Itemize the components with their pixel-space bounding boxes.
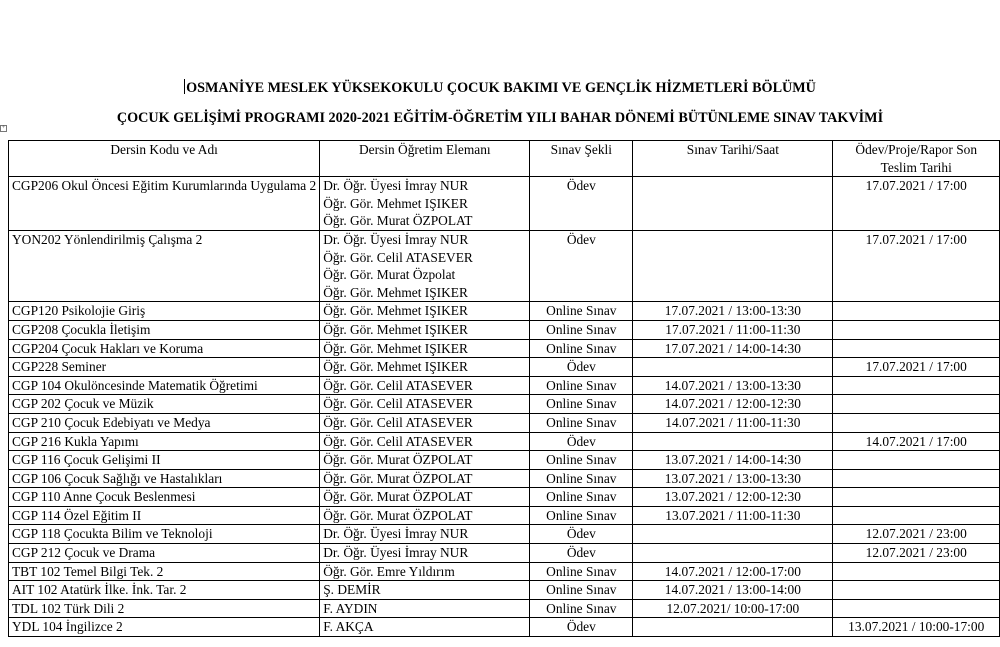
due-date-cell: 17.07.2021 / 17:00 xyxy=(833,358,1000,377)
exam-date-cell: 17.07.2021 / 11:00-11:30 xyxy=(633,320,833,339)
table-row xyxy=(9,451,1000,470)
exam-type-cell: Ödev xyxy=(530,544,633,563)
instructor-cell xyxy=(320,544,530,563)
exam-date-cell xyxy=(633,358,833,377)
course-cell: CGP 110 Anne Çocuk Beslenmesi xyxy=(9,488,320,507)
course-cell: CGP 104 Okulöncesinde Matematik Öğretimi xyxy=(9,376,320,395)
exam-date-cell xyxy=(633,432,833,451)
instructor-name: Dr. Öğr. Üyesi İmray NUR xyxy=(323,231,469,247)
instructor-cell xyxy=(320,562,530,581)
due-date-cell: 12.07.2021 / 23:00 xyxy=(833,525,1000,544)
course-cell: CGP 116 Çocuk Gelişimi II xyxy=(9,451,320,470)
due-date-cell xyxy=(833,413,1000,432)
due-date-cell xyxy=(833,581,1000,600)
course-cell: CGP 202 Çocuk ve Müzik xyxy=(9,395,320,414)
table-row xyxy=(9,320,1000,339)
exam-date-cell xyxy=(633,177,833,231)
course-cell: CGP208 Çocukla İletişim xyxy=(9,320,320,339)
table-row xyxy=(9,506,1000,525)
instructor-cell xyxy=(320,339,530,358)
exam-type-cell: Online Sınav xyxy=(530,376,633,395)
exam-date-cell: 17.07.2021 / 13:00-13:30 xyxy=(633,302,833,321)
instructor-name: Öğr. Gör. Celil ATASEVER xyxy=(323,433,473,449)
due-date-cell xyxy=(833,469,1000,488)
exam-type-cell: Online Sınav xyxy=(530,302,633,321)
exam-date-cell xyxy=(633,230,833,301)
instructor-cell xyxy=(320,376,530,395)
instructor-name: Öğr. Gör. Mehmet IŞIKER xyxy=(323,303,468,319)
instructor-name: Dr. Öğr. Üyesi İmray NUR xyxy=(323,178,469,194)
instructor-cell xyxy=(320,469,530,488)
instructor-cell xyxy=(320,525,530,544)
instructor-cell xyxy=(320,320,530,339)
exam-type-cell: Online Sınav xyxy=(530,451,633,470)
exam-type-cell: Online Sınav xyxy=(530,506,633,525)
table-move-handle-icon[interactable]: + xyxy=(1,125,6,131)
due-date-cell: 17.07.2021 / 17:00 xyxy=(833,230,1000,301)
header-exam-type: Sınav Şekli xyxy=(530,141,633,177)
instructor-name: Öğr. Gör. Mehmet IŞIKER xyxy=(323,321,468,337)
header-instructor: Dersin Öğretim Elemanı xyxy=(320,141,530,177)
table-row xyxy=(9,177,1000,231)
table-row xyxy=(9,525,1000,544)
exam-date-cell: 17.07.2021 / 14:00-14:30 xyxy=(633,339,833,358)
instructor-name: Öğr. Gör. Celil ATASEVER xyxy=(323,414,473,430)
table-row xyxy=(9,469,1000,488)
instructor-name: Dr. Öğr. Üyesi İmray NUR xyxy=(323,545,469,561)
table-row xyxy=(9,432,1000,451)
table-row xyxy=(9,544,1000,563)
instructor-name: Öğr. Gör. Murat ÖZPOLAT xyxy=(323,470,473,486)
exam-date-cell: 14.07.2021 / 11:00-11:30 xyxy=(633,413,833,432)
table-row xyxy=(9,413,1000,432)
exam-type-cell: Ödev xyxy=(530,432,633,451)
exam-type-cell: Ödev xyxy=(530,230,633,301)
exam-type-cell: Ödev xyxy=(530,618,633,637)
exam-type-cell: Ödev xyxy=(530,525,633,544)
exam-date-cell xyxy=(633,525,833,544)
instructor-cell xyxy=(320,451,530,470)
text-cursor xyxy=(184,79,185,94)
instructor-cell xyxy=(320,413,530,432)
instructor-name: Öğr. Gör. Murat ÖZPOLAT xyxy=(323,507,473,523)
exam-date-cell: 13.07.2021 / 11:00-11:30 xyxy=(633,506,833,525)
exam-date-cell: 13.07.2021 / 12:00-12:30 xyxy=(633,488,833,507)
due-date-cell xyxy=(833,562,1000,581)
course-cell: TBT 102 Temel Bilgi Tek. 2 xyxy=(9,562,320,581)
instructor-name: Öğr. Gör. Murat ÖZPOLAT xyxy=(323,213,473,229)
course-cell: YDL 104 İngilizce 2 xyxy=(9,618,320,637)
table-row xyxy=(9,230,1000,301)
due-date-cell: 13.07.2021 / 10:00-17:00 xyxy=(833,618,1000,637)
instructor-name: F. AYDIN xyxy=(323,600,378,616)
table-header-row xyxy=(9,141,1000,177)
due-date-cell xyxy=(833,599,1000,618)
instructor-cell xyxy=(320,599,530,618)
instructor-name: Ş. DEMİR xyxy=(323,582,381,598)
exam-schedule-table xyxy=(8,140,1000,637)
exam-type-cell: Online Sınav xyxy=(530,562,633,581)
exam-type-cell: Online Sınav xyxy=(530,488,633,507)
exam-type-cell: Online Sınav xyxy=(530,581,633,600)
due-date-cell xyxy=(833,451,1000,470)
table-row xyxy=(9,358,1000,377)
instructor-name: Öğr. Gör. Murat Özpolat xyxy=(323,267,456,283)
instructor-cell xyxy=(320,581,530,600)
instructor-name: Öğr. Gör. Murat ÖZPOLAT xyxy=(323,489,473,505)
instructor-cell xyxy=(320,506,530,525)
header-date-time: Sınav Tarihi/Saat xyxy=(633,141,833,177)
table-row xyxy=(9,488,1000,507)
exam-type-cell: Online Sınav xyxy=(530,413,633,432)
instructor-name: Öğr. Gör. Celil ATASEVER xyxy=(323,396,473,412)
document-title-line-1: OSMANİYE MESLEK YÜKSEKOKULU ÇOCUK BAKIMI VE GENÇLİK HİZMETLERİ BÖLÜMÜ xyxy=(186,80,816,96)
exam-date-cell: 13.07.2021 / 14:00-14:30 xyxy=(633,451,833,470)
course-cell: TDL 102 Türk Dili 2 xyxy=(9,599,320,618)
course-cell: CGP120 Psikolojie Giriş xyxy=(9,302,320,321)
course-cell: AIT 102 Atatürk İlke. İnk. Tar. 2 xyxy=(9,581,320,600)
course-cell: CGP 212 Çocuk ve Drama xyxy=(9,544,320,563)
instructor-cell xyxy=(320,488,530,507)
due-date-cell xyxy=(833,339,1000,358)
table-row xyxy=(9,302,1000,321)
table-row xyxy=(9,618,1000,637)
instructor-name: Öğr. Gör. Mehmet IŞIKER xyxy=(323,359,468,375)
exam-type-cell: Online Sınav xyxy=(530,320,633,339)
table-row xyxy=(9,599,1000,618)
table-row xyxy=(9,562,1000,581)
instructor-name: Öğr. Gör. Mehmet IŞIKER xyxy=(323,195,468,211)
exam-date-cell: 14.07.2021 / 13:00-13:30 xyxy=(633,376,833,395)
exam-date-cell xyxy=(633,618,833,637)
exam-date-cell: 14.07.2021 / 12:00-12:30 xyxy=(633,395,833,414)
exam-date-cell: 14.07.2021 / 13:00-14:00 xyxy=(633,581,833,600)
course-cell: CGP 114 Özel Eğitim II xyxy=(9,506,320,525)
instructor-name: Öğr. Gör. Mehmet IŞIKER xyxy=(323,340,468,356)
due-date-cell xyxy=(833,302,1000,321)
table-row xyxy=(9,339,1000,358)
instructor-name: Öğr. Gör. Murat ÖZPOLAT xyxy=(323,452,473,468)
header-due-date: Ödev/Proje/Rapor Son Teslim Tarihi xyxy=(833,141,1000,177)
exam-type-cell: Online Sınav xyxy=(530,469,633,488)
course-cell: CGP 210 Çocuk Edebiyatı ve Medya xyxy=(9,413,320,432)
exam-type-cell: Ödev xyxy=(530,358,633,377)
instructor-cell xyxy=(320,358,530,377)
instructor-name: Öğr. Gör. Emre Yıldırım xyxy=(323,563,455,579)
instructor-cell xyxy=(320,302,530,321)
instructor-name: Öğr. Gör. Mehmet IŞIKER xyxy=(323,284,468,300)
table-row xyxy=(9,376,1000,395)
due-date-cell: 12.07.2021 / 23:00 xyxy=(833,544,1000,563)
due-date-cell: 17.07.2021 / 17:00 xyxy=(833,177,1000,231)
course-cell: CGP 106 Çocuk Sağlığı ve Hastalıkları xyxy=(9,469,320,488)
exam-type-cell: Ödev xyxy=(530,177,633,231)
instructor-name: Dr. Öğr. Üyesi İmray NUR xyxy=(323,526,469,542)
course-cell: YON202 Yönlendirilmiş Çalışma 2 xyxy=(9,230,320,301)
instructor-cell xyxy=(320,230,530,301)
table-row xyxy=(9,581,1000,600)
exam-date-cell: 14.07.2021 / 12:00-17:00 xyxy=(633,562,833,581)
course-cell: CGP228 Seminer xyxy=(9,358,320,377)
course-cell: CGP 118 Çocukta Bilim ve Teknoloji xyxy=(9,525,320,544)
due-date-cell xyxy=(833,320,1000,339)
exam-type-cell: Online Sınav xyxy=(530,339,633,358)
exam-date-cell: 12.07.2021/ 10:00-17:00 xyxy=(633,599,833,618)
instructor-cell xyxy=(320,432,530,451)
exam-type-cell: Online Sınav xyxy=(530,395,633,414)
due-date-cell xyxy=(833,395,1000,414)
table-row xyxy=(9,395,1000,414)
due-date-cell xyxy=(833,488,1000,507)
exam-date-cell xyxy=(633,544,833,563)
exam-date-cell: 13.07.2021 / 13:00-13:30 xyxy=(633,469,833,488)
instructor-cell xyxy=(320,395,530,414)
course-cell: CGP 216 Kukla Yapımı xyxy=(9,432,320,451)
due-date-cell xyxy=(833,376,1000,395)
instructor-cell xyxy=(320,618,530,637)
instructor-name: F. AKÇA xyxy=(323,619,374,635)
instructor-cell xyxy=(320,177,530,231)
instructor-name: Öğr. Gör. Celil ATASEVER xyxy=(323,249,473,265)
course-cell: CGP206 Okul Öncesi Eğitim Kurumlarında Uygulama 2 xyxy=(9,177,320,231)
header-course: Dersin Kodu ve Adı xyxy=(9,141,320,177)
due-date-cell: 14.07.2021 / 17:00 xyxy=(833,432,1000,451)
due-date-cell xyxy=(833,506,1000,525)
course-cell: CGP204 Çocuk Hakları ve Koruma xyxy=(9,339,320,358)
document-title-line-2: ÇOCUK GELİŞİMİ PROGRAMI 2020-2021 EĞİTİM-ÖĞRETİM YILI BAHAR DÖNEMİ BÜTÜNLEME SINAV TAKVİMİ xyxy=(116,110,884,126)
exam-type-cell: Online Sınav xyxy=(530,599,633,618)
instructor-name: Öğr. Gör. Celil ATASEVER xyxy=(323,377,473,393)
